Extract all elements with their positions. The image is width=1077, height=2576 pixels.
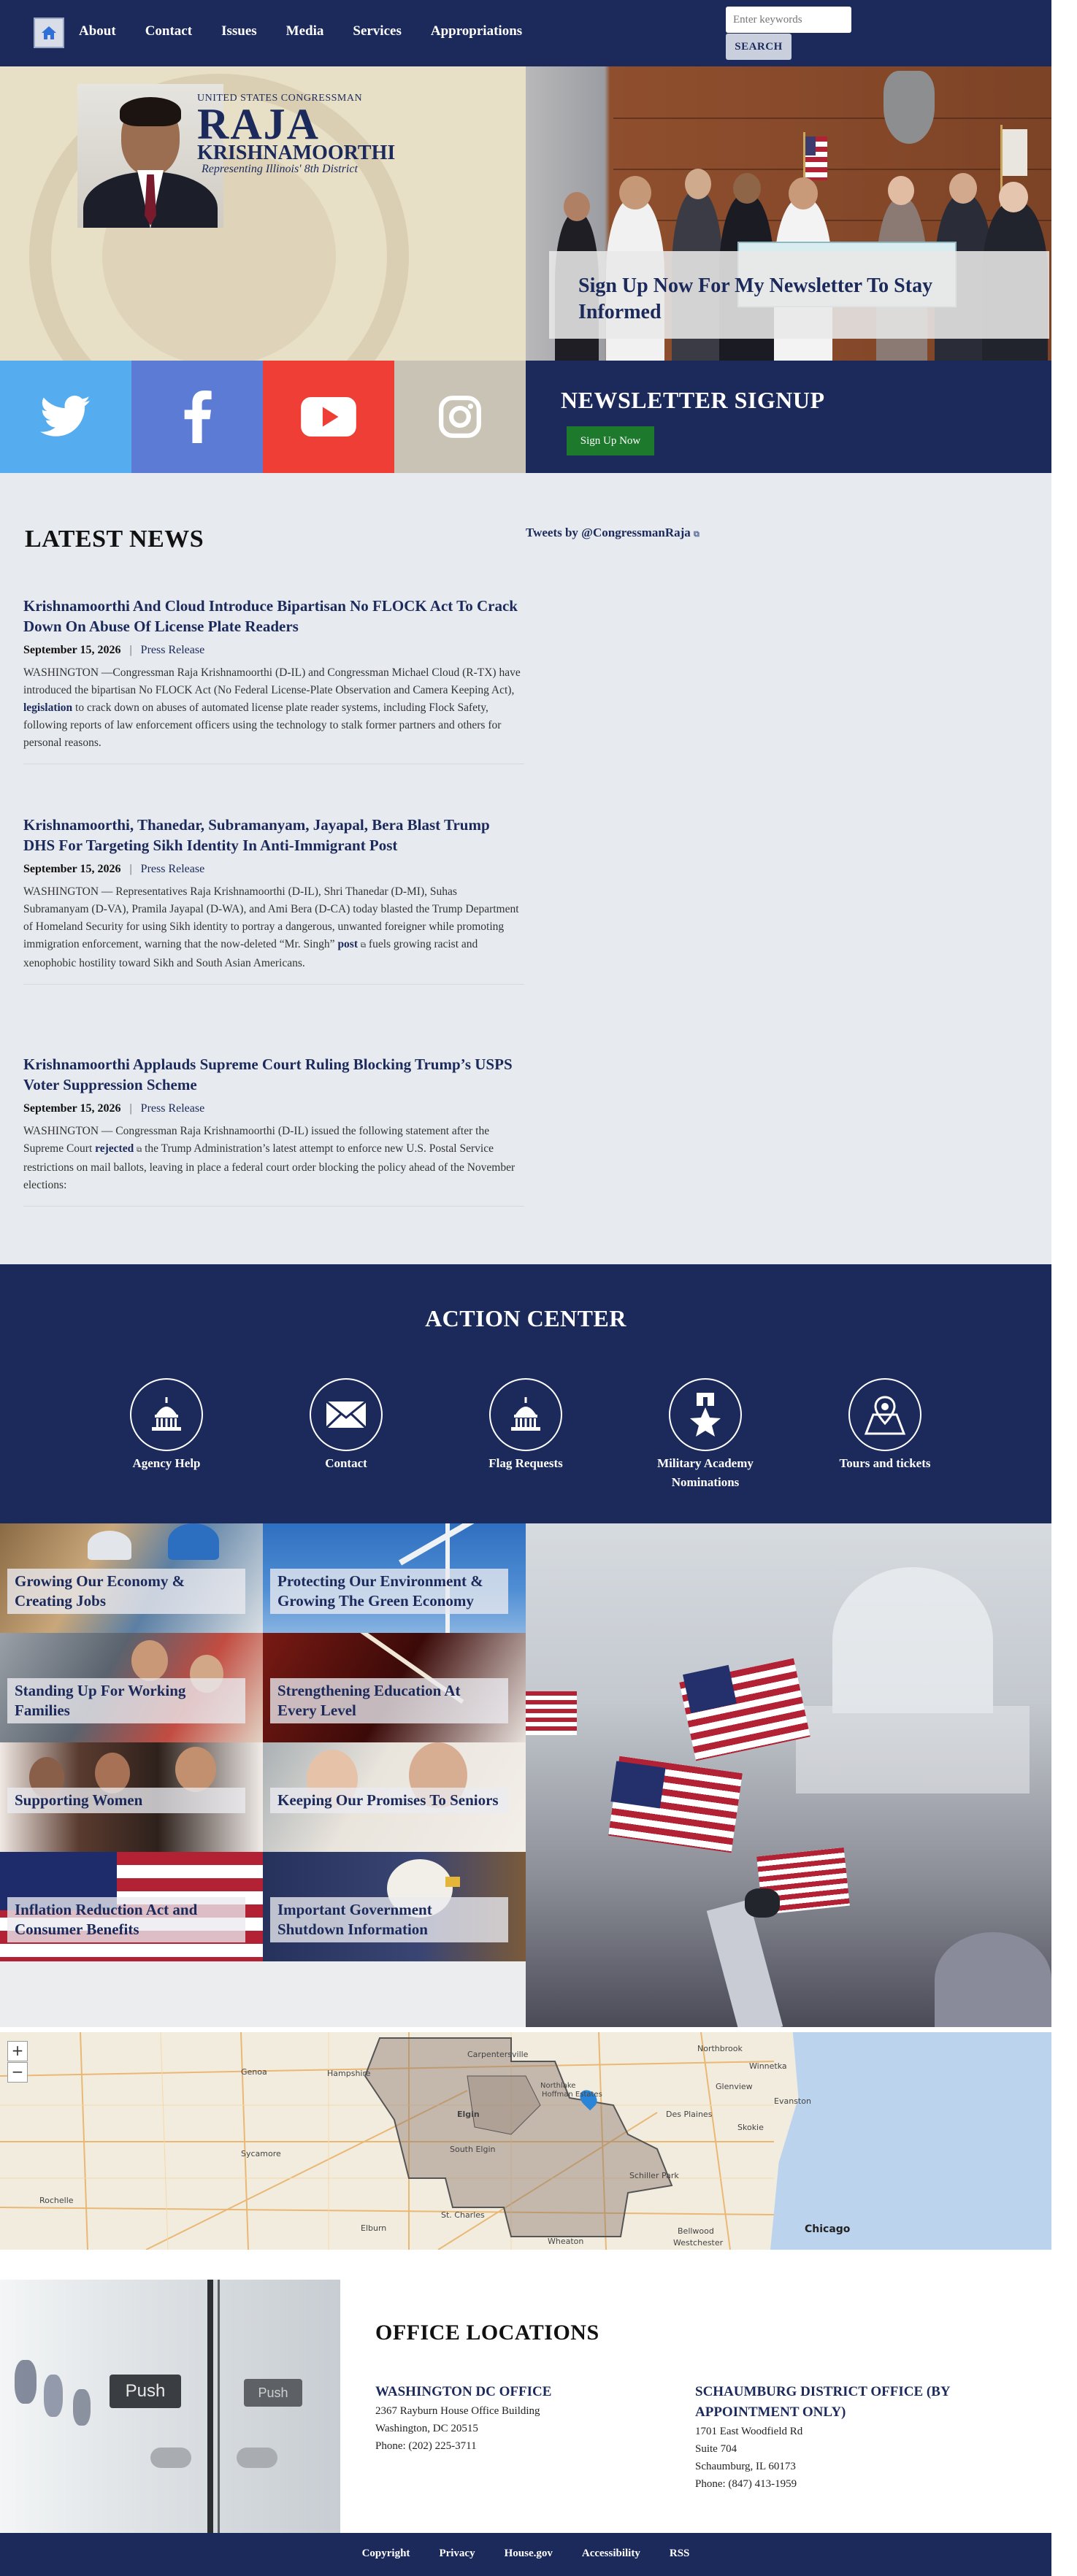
article-title[interactable]: Krishnamoorthi Applauds Supreme Court Ruling Blocking Trump’s USPS Voter Suppression Scheme — [23, 1056, 513, 1093]
footer-rss-link[interactable]: RSS — [669, 2548, 690, 2559]
nav-services[interactable]: Services — [353, 23, 402, 39]
action-flag-requests[interactable] — [453, 1378, 599, 1473]
issue-tile-environment[interactable] — [263, 1523, 526, 1633]
article-inline-link[interactable]: rejected — [95, 1142, 134, 1155]
newsletter-signup — [526, 361, 1051, 473]
office-locations — [340, 2280, 1051, 2533]
map-label: Westchester — [673, 2238, 724, 2248]
office-phone[interactable]: Phone: (847) 413-1959 — [695, 2478, 797, 2490]
footer-accessibility-link[interactable]: Accessibility — [581, 2548, 640, 2559]
map-zoom-in-button[interactable]: + — [7, 2041, 28, 2061]
article-body: WASHINGTON — Representatives Raja Krishnamoorthi (D-IL), Shri Thanedar (D-MI), Suhas Subramanyam (D-VA), Pramila Jayapal (D-WA), and Ami Bera (D-CA) today blasted the Trump Department of Homeland Security for using Sikh identity to portray a dangerous, unwanted foreigner while promoting immigration enforcement, warning that the now-deleted “Mr. Singh” post ⧉ fuels growing racist and xenophobic hostility toward Sikh and South Asian Americans. — [23, 885, 519, 969]
nav-links — [79, 23, 551, 39]
district-map[interactable] — [0, 2032, 1051, 2250]
brand-last-name: KRISHNAMOORTHI — [197, 142, 396, 164]
push-sign: Push — [110, 2375, 181, 2408]
nav-media[interactable]: Media — [285, 23, 324, 39]
home-button[interactable] — [34, 18, 64, 48]
envelope-icon — [325, 1400, 367, 1429]
nav-contact[interactable]: Contact — [145, 23, 193, 39]
action-military-nominations[interactable] — [632, 1378, 778, 1492]
office-address-line: Washington, DC 20515 — [375, 2423, 478, 2434]
office-phone[interactable]: Phone: (202) 225-3711 — [375, 2440, 477, 2452]
map-label: Carpentersville — [467, 2050, 529, 2059]
lake-michigan — [770, 2032, 1051, 2250]
office-washington — [375, 2382, 682, 2455]
article-divider — [23, 984, 524, 985]
external-link-icon: ⧉ — [137, 1146, 142, 1154]
article-date: September 15, 2026 — [23, 1102, 121, 1115]
article-meta: September 15, 2026 | Press Release — [23, 863, 205, 875]
action-label: Agency Help — [132, 1456, 201, 1470]
issue-label: Protecting Our Environment & Growing The Green Economy — [270, 1569, 508, 1614]
issue-label: Strengthening Education At Every Level — [270, 1678, 508, 1723]
article-meta: September 15, 2026 | Press Release — [23, 1102, 205, 1115]
article-body: WASHINGTON —Congressman Raja Krishnamoorthi (D-IL) and Congressman Michael Cloud (R-TX) have introduced the bipartisan No FLOCK Act (No Federal License-Plate Observation and Camera Keeping Act), legislation to crack down on abuses of automated license plate reader systems, including Flock Safety, following reports of law enforcement officers using the technology to stalk former partners and others for personal reasons. — [23, 666, 521, 749]
map-label: Bellwood — [678, 2226, 714, 2236]
external-link-icon: ⧉ — [694, 530, 700, 539]
newsletter-caption-box — [549, 251, 1049, 339]
action-label: Military Academy Nominations — [657, 1456, 754, 1489]
map-label: Northbrook — [697, 2044, 743, 2053]
issue-tile-education[interactable] — [263, 1633, 526, 1742]
latest-news-heading: LATEST NEWS — [25, 526, 204, 553]
issue-tile-economy[interactable] — [0, 1523, 263, 1633]
issue-tile-seniors[interactable] — [263, 1742, 526, 1852]
tweets-label: Tweets by @CongressmanRaja — [526, 526, 691, 539]
article-inline-link[interactable]: legislation — [23, 701, 73, 714]
action-label: Flag Requests — [488, 1456, 563, 1470]
action-contact[interactable] — [273, 1378, 419, 1473]
article-date: September 15, 2026 — [23, 644, 121, 656]
tweets-link[interactable] — [526, 526, 700, 540]
map-label: Rochelle — [39, 2196, 74, 2205]
issue-label: Supporting Women — [7, 1788, 245, 1813]
office-schaumburg — [695, 2382, 1002, 2493]
hero-branding — [0, 66, 526, 361]
map-pin-icon — [863, 1394, 907, 1435]
map-label: Winnetka — [749, 2061, 787, 2071]
footer-copyright-link[interactable]: Copyright — [361, 2548, 410, 2559]
action-label: Contact — [325, 1456, 367, 1470]
issue-tile-inflation-reduction[interactable] — [0, 1852, 263, 1961]
map-label: Evanston — [774, 2096, 811, 2106]
map-label: Sycamore — [241, 2149, 281, 2158]
office-door-photo — [0, 2280, 340, 2533]
brand-top-line: UNITED STATES CONGRESSMAN — [197, 93, 363, 104]
map-label: Chicago — [805, 2223, 851, 2235]
capitol-icon — [505, 1394, 546, 1435]
capitol-flags-photo — [526, 1523, 1051, 2027]
map-label: Genoa — [241, 2067, 267, 2077]
instagram-icon — [437, 394, 483, 439]
issue-label: Inflation Reduction Act and Consumer Benefits — [7, 1897, 245, 1942]
congressman-logo[interactable] — [197, 93, 395, 176]
map-label: Northlake — [540, 2082, 576, 2090]
map-label: St. Charles — [441, 2210, 485, 2220]
brand-first-name: RAJA — [197, 100, 320, 148]
article-inline-link[interactable]: post — [337, 938, 359, 950]
map-label: Des Plaines — [666, 2110, 713, 2119]
instagram-link[interactable] — [394, 361, 526, 473]
issue-label: Important Government Shutdown Information — [270, 1897, 508, 1942]
map-label: Elgin — [457, 2110, 480, 2119]
latest-news-section — [0, 473, 1051, 1264]
article-category[interactable]: Press Release — [140, 1102, 205, 1115]
issue-tile-working-families[interactable] — [0, 1633, 263, 1742]
action-label: Tours and tickets — [839, 1456, 931, 1470]
facebook-icon — [183, 391, 212, 443]
article-category[interactable]: Press Release — [140, 644, 205, 656]
map-label: South Elgin — [450, 2145, 496, 2154]
footer-links — [0, 2548, 1051, 2560]
brand-subtitle: Representing Illinois' 8th District — [202, 163, 358, 175]
office-name: SCHAUMBURG DISTRICT OFFICE (BY APPOINTMENT ONLY) — [695, 2384, 950, 2420]
nav-issues[interactable]: Issues — [221, 23, 257, 39]
article-title[interactable]: Krishnamoorthi And Cloud Introduce Bipartisan No FLOCK Act To Crack Down On Abuse Of License Plate Readers — [23, 597, 518, 635]
issue-tile-women[interactable] — [0, 1742, 263, 1852]
map-label: Hampshire — [327, 2069, 371, 2078]
office-address-line: 1701 East Woodfield Rd — [695, 2426, 803, 2437]
action-tours-tickets[interactable] — [812, 1378, 958, 1473]
capitol-icon — [146, 1394, 187, 1435]
office-address-line: Schaumburg, IL 60173 — [695, 2461, 796, 2472]
news-article — [23, 1054, 524, 1207]
hero-newsletter-photo[interactable] — [526, 66, 1051, 361]
search-input[interactable] — [726, 7, 851, 33]
office-address-line: Suite 704 — [695, 2443, 737, 2455]
twitter-link[interactable] — [0, 361, 131, 473]
news-article — [23, 815, 524, 985]
action-center — [0, 1264, 1051, 1523]
map-zoom-out-button[interactable]: − — [7, 2062, 28, 2083]
home-icon — [40, 25, 58, 41]
article-divider — [23, 1206, 524, 1207]
article-title[interactable]: Krishnamoorthi, Thanedar, Subramanyam, Jayapal, Bera Blast Trump DHS For Targeting Sikh Identity In Anti-Immigrant Post — [23, 816, 490, 854]
news-article — [23, 596, 524, 764]
map-label: Elburn — [361, 2223, 387, 2233]
map-label: Hoffman Estates — [542, 2091, 602, 2099]
facebook-link[interactable] — [131, 361, 263, 473]
nav-appropriations[interactable]: Appropriations — [430, 23, 523, 39]
article-category[interactable]: Press Release — [140, 863, 205, 875]
youtube-icon — [301, 397, 356, 437]
twitter-icon — [40, 396, 91, 438]
push-sign: Push — [244, 2379, 302, 2407]
action-center-title: ACTION CENTER — [425, 1305, 626, 1331]
newsletter-caption: Sign Up Now For My Newsletter To Stay Informed — [578, 274, 933, 323]
article-date: September 15, 2026 — [23, 863, 121, 875]
article-meta: September 15, 2026 | Press Release — [23, 644, 205, 656]
issue-label: Standing Up For Working Families — [7, 1678, 245, 1723]
newsletter-title: NEWSLETTER SIGNUP — [561, 387, 825, 413]
issues-grid — [0, 1523, 1051, 2027]
youtube-link[interactable] — [263, 361, 394, 473]
newsletter-signup-button[interactable]: Sign Up Now — [567, 426, 654, 455]
external-link-icon: ⧉ — [360, 942, 367, 950]
map-label: Wheaton — [548, 2237, 584, 2246]
office-address-line: 2367 Rayburn House Office Building — [375, 2405, 540, 2417]
map-label: Schiller Park — [629, 2171, 679, 2180]
footer — [0, 2533, 1051, 2576]
medal-star-icon — [687, 1391, 724, 1438]
issue-label: Keeping Our Promises To Seniors — [270, 1788, 508, 1813]
issue-tile-government-shutdown[interactable] — [263, 1852, 526, 1961]
search-button[interactable]: SEARCH — [726, 34, 792, 60]
action-agency-help[interactable] — [93, 1378, 239, 1473]
footer-house-gov-link[interactable]: House.gov — [504, 2548, 553, 2559]
footer-privacy-link[interactable]: Privacy — [439, 2548, 475, 2559]
map-label: Skokie — [737, 2123, 764, 2132]
article-body: WASHINGTON — Congressman Raja Krishnamoorthi (D-IL) issued the following statement after the Supreme Court rejected ⧉ the Trump Administration’s latest attempt to enforce new U.S. Postal Service restrictions on mail ballots, leaving in place a federal court order blocking the policy ahead of the November elections: — [23, 1125, 515, 1191]
office-locations-heading: OFFICE LOCATIONS — [375, 2321, 599, 2345]
top-nav — [0, 0, 1051, 66]
map-label: Glenview — [716, 2082, 753, 2091]
seal-plaque — [884, 71, 935, 144]
office-name: WASHINGTON DC OFFICE — [375, 2384, 552, 2399]
issue-label: Growing Our Economy & Creating Jobs — [7, 1569, 245, 1614]
nav-about[interactable]: About — [79, 23, 116, 39]
